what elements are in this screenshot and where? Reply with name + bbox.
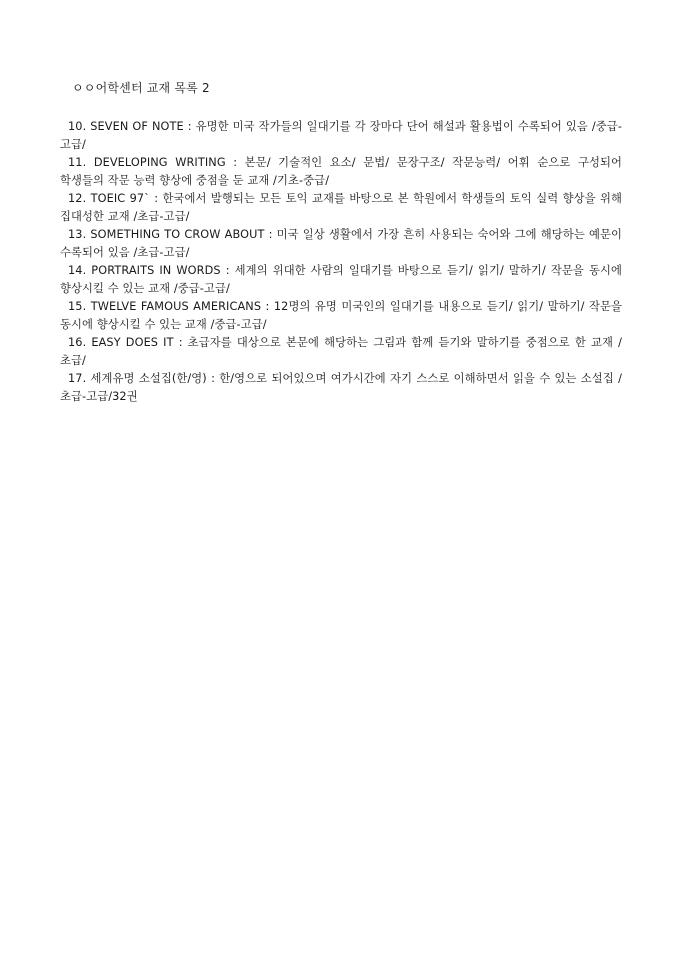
document-title: ㅇㅇ어학센터 교재 목록 2 (72, 81, 210, 95)
book-list-item: 17. 세계유명 소설집(한/영) : 한/영으로 되어있으며 여가시간에 자기 스스로 이해하면서 읽을 수 있는 소설집 /초급-고급/32권 (60, 372, 622, 403)
book-list-item: 15. TWELVE FAMOUS AMERICANS : 12명의 유명 미국인의 일대기를 내용으로 듣기/ 읽기/ 말하기/ 작문을 동시에 향상시킬 수 있는 교재 /중급-고급/ (60, 300, 622, 331)
book-list-item: 10. SEVEN OF NOTE : 유명한 미국 작가들의 일대기를 각 장마다 단어 해설과 활용법이 수록되어 있음 /중급-고급/ (60, 120, 622, 151)
book-list-item: 14. PORTRAITS IN WORDS : 세계의 위대한 사람의 일대기를 바탕으로 듣기/ 읽기/ 말하기/ 작문을 동시에 향상시킬 수 있는 교재 /중급-고급/ (60, 264, 622, 295)
book-list-item: 11. DEVELOPING WRITING : 본문/ 기술적인 요소/ 문법/ 문장구조/ 작문능력/ 어휘 순으로 구성되어 학생들의 작문 능력 향상에 중점을 둔 교재 /기초-중급/ (60, 156, 622, 187)
book-list (60, 118, 622, 406)
book-list-item: 13. SOMETHING TO CROW ABOUT : 미국 일상 생활에서 가장 흔히 사용되는 숙어와 그에 해당하는 예문이 수록되어 있음 /초급-고급/ (60, 228, 622, 259)
book-list-item: 12. TOEIC 97` : 한국에서 발행되는 모든 토익 교재를 바탕으로 본 학원에서 학생들의 토익 실력 향상을 위해 집대성한 교재 /초급-고급/ (60, 192, 622, 223)
book-list-item: 16. EASY DOES IT : 초급자를 대상으로 본문에 해당하는 그림과 함께 듣기와 말하기를 중점으로 한 교재 /초급/ (60, 336, 622, 367)
